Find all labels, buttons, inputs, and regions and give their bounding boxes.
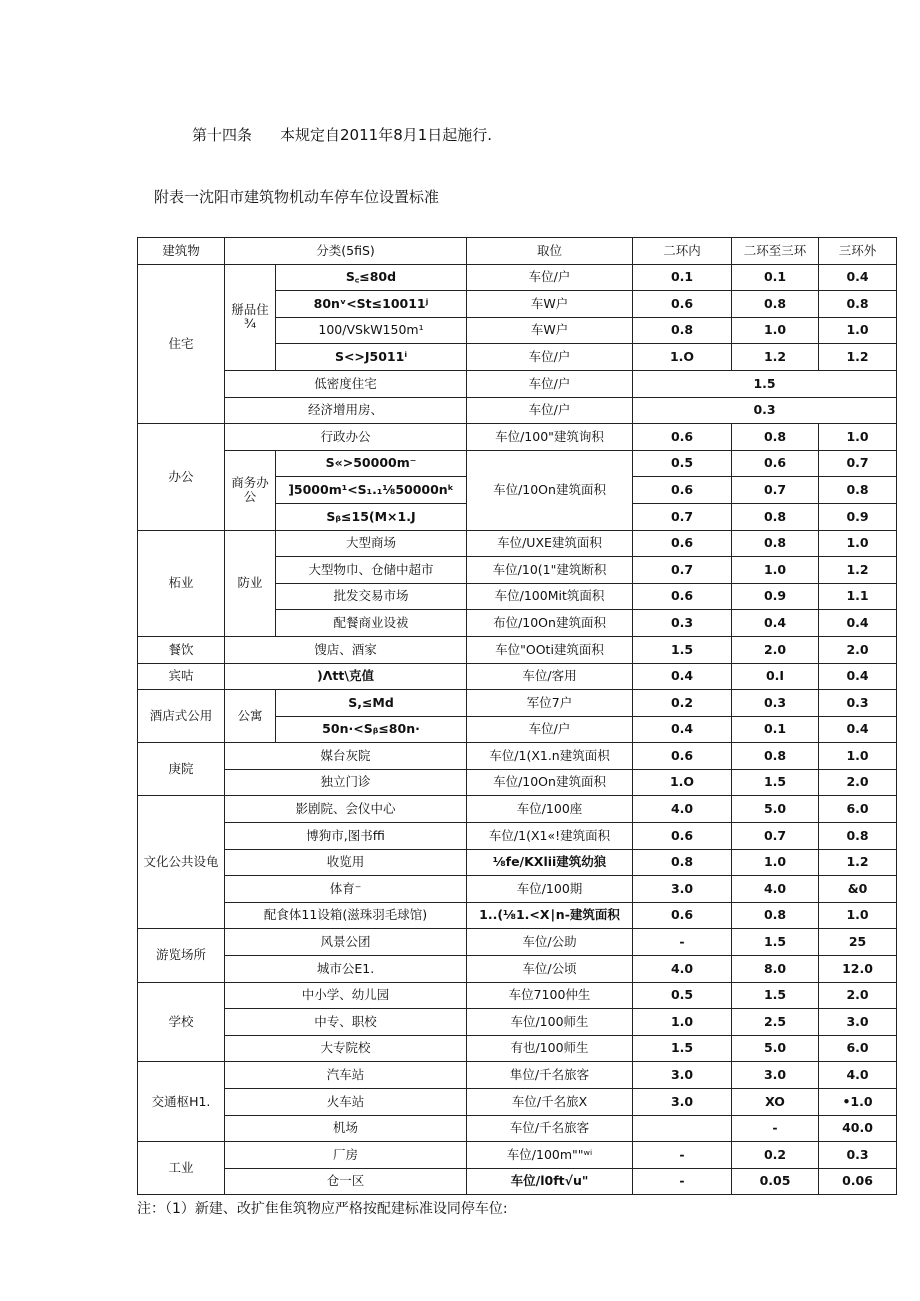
cell-z1: 0.6 — [633, 902, 732, 929]
cell-unit: 车位/户 — [467, 264, 633, 291]
cell-unit: 车位/100期 — [467, 876, 633, 903]
cell-z2: 2.5 — [732, 1009, 819, 1036]
header-zone1: 二环内 — [633, 238, 732, 265]
cell-z3: 6.0 — [819, 796, 897, 823]
cell-z3: 40.0 — [819, 1115, 897, 1142]
cell-z1: 1.O — [633, 344, 732, 371]
cell-z1: 0.6 — [633, 743, 732, 770]
cell-z3: 2.0 — [819, 636, 897, 663]
table-row — [138, 1009, 897, 1036]
cell-cat: 配餐商业设祓 — [276, 610, 467, 637]
cell-z2: 2.0 — [732, 636, 819, 663]
header-zone2: 二环至三环 — [732, 238, 819, 265]
cell-z1: 3.0 — [633, 876, 732, 903]
cell-cat: S,≤Md — [276, 690, 467, 717]
cell-z1: 4.0 — [633, 796, 732, 823]
cell-z3: 1.0 — [819, 317, 897, 344]
cell-cat: 城市公E1. — [225, 956, 467, 983]
cell-cat: 厂房 — [225, 1142, 467, 1169]
cell-cat: S«>50000m⁻ — [276, 450, 467, 477]
cell-unit: 车位/户 — [467, 344, 633, 371]
cell-z3: 12.0 — [819, 956, 897, 983]
cell-z3: 3.0 — [819, 1009, 897, 1036]
cell-z2: 0.05 — [732, 1168, 819, 1195]
cell-z3: 0.06 — [819, 1168, 897, 1195]
cell-unit: 车位/公助 — [467, 929, 633, 956]
cell-z2: 8.0 — [732, 956, 819, 983]
cell-cat: 80nᵛ<St≤10011ʲ — [276, 291, 467, 318]
cell-cat: 独立门诊 — [225, 769, 467, 796]
cell-z2: 0.8 — [732, 530, 819, 557]
cell-z3: 0.3 — [819, 1142, 897, 1169]
cell-z2: 1.2 — [732, 344, 819, 371]
cell-z1: 0.6 — [633, 424, 732, 451]
cell-cat: 大型商场 — [276, 530, 467, 557]
cell-z3: 0.7 — [819, 450, 897, 477]
cell-z1: 0.6 — [633, 583, 732, 610]
table-row — [138, 1062, 897, 1089]
group-residential: 住宅 — [138, 264, 225, 424]
table-row — [138, 370, 897, 397]
cell-z1: 1.O — [633, 769, 732, 796]
cell-unit: 隼位/千名旅客 — [467, 1062, 633, 1089]
group-culture: 文化公共设龟 — [138, 796, 225, 929]
cell-z3: 0.4 — [819, 610, 897, 637]
table-row — [138, 956, 897, 983]
cell-z2: 4.0 — [732, 876, 819, 903]
cell-z2: 0.2 — [732, 1142, 819, 1169]
cell-unit: 车位/户 — [467, 370, 633, 397]
cell-cat: 经济增用房、 — [225, 397, 467, 424]
cell-unit: 车位/千名旅客 — [467, 1115, 633, 1142]
group-school: 学校 — [138, 982, 225, 1062]
cell-unit: 车位7100仲生 — [467, 982, 633, 1009]
cell-z2: XO — [732, 1089, 819, 1116]
cell-cat: )Λtt\克值 — [225, 663, 467, 690]
cell-unit: 车位/客用 — [467, 663, 633, 690]
cell-unit: 车位/100座 — [467, 796, 633, 823]
cell-cat: 火车站 — [225, 1089, 467, 1116]
group-hotel: 宾咕 — [138, 663, 225, 690]
footnote: 注：（1）新建、改扩隹隹筑物应严格按配建标准设同停车位: — [137, 1201, 508, 1217]
cell-z3: 1.1 — [819, 583, 897, 610]
cell-unit: 车位"OOti建筑面积 — [467, 636, 633, 663]
cell-z1: 0.6 — [633, 530, 732, 557]
cell-z1: 0.4 — [633, 716, 732, 743]
cell-z1: 0.6 — [633, 823, 732, 850]
table-row — [138, 823, 897, 850]
table-row — [138, 424, 897, 451]
cell-cat: 机场 — [225, 1115, 467, 1142]
cell-unit: 车位/1(X1.n建筑面枳 — [467, 743, 633, 770]
cell-unit: 军位7户 — [467, 690, 633, 717]
table-row — [138, 982, 897, 1009]
cell-unit: 车位/UXE建筑面积 — [467, 530, 633, 557]
cell-unit: 有也/100师生 — [467, 1035, 633, 1062]
cell-z2: 0.3 — [732, 690, 819, 717]
group-office: 办公 — [138, 424, 225, 530]
cell-z2: 1.0 — [732, 557, 819, 584]
cell-z2: 5.0 — [732, 1035, 819, 1062]
cell-unit: 车位/10On建筑面积 — [467, 450, 633, 530]
cell-unit: 车位/10On建筑面积 — [467, 769, 633, 796]
table-row — [138, 902, 897, 929]
cell-z1: 0.6 — [633, 477, 732, 504]
cell-cat: 体育⁻ — [225, 876, 467, 903]
table-row — [138, 450, 897, 477]
cell-z3: 0.4 — [819, 264, 897, 291]
cell-cat: 博狗市,图书ffi — [225, 823, 467, 850]
table-title: 附表一沈阳市建筑物机动车停车位设置标准 — [154, 188, 440, 206]
cell-cat: 低密度住宅 — [225, 370, 467, 397]
subgroup-serviced: 公寓 — [225, 690, 276, 743]
group-serviced: 酒店式公用 — [138, 690, 225, 743]
cell-cat: 行政办公 — [225, 424, 467, 451]
cell-z1: 0.5 — [633, 450, 732, 477]
cell-cat: 影剧院、会仪中心 — [225, 796, 467, 823]
header-zone3: 三环外 — [819, 238, 897, 265]
cell-cat: S꜀≤80d — [276, 264, 467, 291]
group-industry: 工业 — [138, 1142, 225, 1195]
cell-z2: - — [732, 1115, 819, 1142]
cell-merged: 0.3 — [633, 397, 897, 424]
article-text: 本规定自2011年8月1日起施行. — [280, 126, 493, 144]
cell-unit: 布位/10On建筑面积 — [467, 610, 633, 637]
group-scenic: 游览场所 — [138, 929, 225, 982]
cell-z1: 0.1 — [633, 264, 732, 291]
cell-z1: 0.8 — [633, 317, 732, 344]
cell-unit: 车位/l0ft√u" — [467, 1168, 633, 1195]
cell-z3: 1.0 — [819, 530, 897, 557]
cell-unit: 1..(⅛1.<X∣n-建筑面积 — [467, 902, 633, 929]
cell-z3: 0.4 — [819, 716, 897, 743]
cell-z1: 0.3 — [633, 610, 732, 637]
cell-unit: 车位/100Mit筑面积 — [467, 583, 633, 610]
header-unit: 取位 — [467, 238, 633, 265]
table-row — [138, 1115, 897, 1142]
table-header-row — [138, 238, 897, 265]
subgroup-office: 商务办公 — [225, 450, 276, 530]
cell-z2: 1.0 — [732, 317, 819, 344]
cell-z3: 0.4 — [819, 663, 897, 690]
cell-z2: 0.8 — [732, 743, 819, 770]
cell-z2: 0.7 — [732, 823, 819, 850]
group-commerce: 柘业 — [138, 530, 225, 636]
cell-cat: ]5000m¹<S₁.₁⅛50000nᵏ — [276, 477, 467, 504]
cell-z2: 0.4 — [732, 610, 819, 637]
table-row — [138, 663, 897, 690]
subgroup-residential: 掰品住¾ — [225, 264, 276, 370]
cell-cat: S<>J5011ⁱ — [276, 344, 467, 371]
table-row — [138, 1035, 897, 1062]
table-row — [138, 1142, 897, 1169]
article-label: 第十四条 — [192, 126, 253, 144]
cell-z1: 0.6 — [633, 291, 732, 318]
table-row — [138, 796, 897, 823]
cell-z3: 1.2 — [819, 849, 897, 876]
table-row — [138, 743, 897, 770]
cell-z1: 0.2 — [633, 690, 732, 717]
cell-z3: 2.0 — [819, 769, 897, 796]
cell-z3: 2.0 — [819, 982, 897, 1009]
cell-z3: 6.0 — [819, 1035, 897, 1062]
cell-z2: 1.5 — [732, 982, 819, 1009]
cell-merged: 1.5 — [633, 370, 897, 397]
cell-z2: 1.0 — [732, 849, 819, 876]
cell-unit: 车位/100"建筑询积 — [467, 424, 633, 451]
cell-z1: 0.5 — [633, 982, 732, 1009]
cell-cat: 中小学、幼儿园 — [225, 982, 467, 1009]
cell-z3: 1.2 — [819, 557, 897, 584]
cell-z1: - — [633, 1168, 732, 1195]
cell-cat: 100/VSkW150m¹ — [276, 317, 467, 344]
group-dining: 餐饮 — [138, 636, 225, 663]
cell-unit: 车位/千名旅X — [467, 1089, 633, 1116]
table-row — [138, 1089, 897, 1116]
cell-z1: 0.4 — [633, 663, 732, 690]
cell-unit: 车位/户 — [467, 716, 633, 743]
subgroup-commerce: 防业 — [225, 530, 276, 636]
cell-z1: 0.7 — [633, 557, 732, 584]
cell-z1: 1.0 — [633, 1009, 732, 1036]
cell-unit: 车W户 — [467, 291, 633, 318]
cell-z3: 1.0 — [819, 902, 897, 929]
table-row — [138, 636, 897, 663]
table-row — [138, 1168, 897, 1195]
cell-z2: 0.8 — [732, 503, 819, 530]
parking-standard-table — [137, 237, 897, 1195]
cell-cat: 批发交易市场 — [276, 583, 467, 610]
cell-cat: 收览用 — [225, 849, 467, 876]
cell-unit: 车位/10(1"建筑断积 — [467, 557, 633, 584]
cell-z3: 25 — [819, 929, 897, 956]
article-14 — [192, 124, 492, 145]
cell-z1: 0.7 — [633, 503, 732, 530]
cell-unit: 车位/100师生 — [467, 1009, 633, 1036]
table-row — [138, 530, 897, 557]
cell-z1: 3.0 — [633, 1089, 732, 1116]
cell-z1: 1.5 — [633, 1035, 732, 1062]
cell-cat: 馊店、酒家 — [225, 636, 467, 663]
cell-cat: 风景公团 — [225, 929, 467, 956]
table-row — [138, 876, 897, 903]
header-category: 分类(5fiS) — [225, 238, 467, 265]
cell-z2: 0.7 — [732, 477, 819, 504]
table-row — [138, 769, 897, 796]
cell-cat: 大专院校 — [225, 1035, 467, 1062]
cell-z2: 0.6 — [732, 450, 819, 477]
cell-z2: 0.I — [732, 663, 819, 690]
cell-z2: 0.1 — [732, 716, 819, 743]
cell-unit: 车位/公顷 — [467, 956, 633, 983]
cell-z3: 0.8 — [819, 823, 897, 850]
cell-cat: 中专、职校 — [225, 1009, 467, 1036]
group-hospital: 庚院 — [138, 743, 225, 796]
cell-unit: ⅛fe/KXlii建筑幼狼 — [467, 849, 633, 876]
cell-z3: 4.0 — [819, 1062, 897, 1089]
cell-z2: 3.0 — [732, 1062, 819, 1089]
cell-cat: 配食体11设箱(滋珠羽毛球馆) — [225, 902, 467, 929]
cell-z3: &0 — [819, 876, 897, 903]
cell-z1: 1.5 — [633, 636, 732, 663]
cell-z1 — [633, 1115, 732, 1142]
cell-z2: 0.8 — [732, 291, 819, 318]
cell-cat: 仓一区 — [225, 1168, 467, 1195]
cell-z3: 0.3 — [819, 690, 897, 717]
cell-z1: 3.0 — [633, 1062, 732, 1089]
cell-z2: 5.0 — [732, 796, 819, 823]
cell-cat: 媒台灰院 — [225, 743, 467, 770]
header-building: 建筑物 — [138, 238, 225, 265]
cell-z3: 1.2 — [819, 344, 897, 371]
cell-cat: 50n·<Sᵦ≤80n· — [276, 716, 467, 743]
cell-cat: 大型物巾、仓储中超市 — [276, 557, 467, 584]
cell-z2: 0.8 — [732, 424, 819, 451]
cell-unit: 车位/1(X1«!建筑面积 — [467, 823, 633, 850]
cell-z1: 4.0 — [633, 956, 732, 983]
cell-z3: 1.0 — [819, 424, 897, 451]
cell-z2: 1.5 — [732, 929, 819, 956]
group-transport: 交通枢H1. — [138, 1062, 225, 1142]
table-row — [138, 397, 897, 424]
cell-z2: 1.5 — [732, 769, 819, 796]
table-row — [138, 929, 897, 956]
cell-z2: 0.8 — [732, 902, 819, 929]
cell-z1: 0.8 — [633, 849, 732, 876]
table-row — [138, 849, 897, 876]
table-row — [138, 264, 897, 291]
cell-cat: 汽车站 — [225, 1062, 467, 1089]
cell-z3: 1.0 — [819, 743, 897, 770]
cell-z1: - — [633, 1142, 732, 1169]
cell-cat: Sᵦ≤15(M×1.J — [276, 503, 467, 530]
cell-z3: 0.8 — [819, 291, 897, 318]
cell-unit: 车位/100m""ʷⁱ — [467, 1142, 633, 1169]
cell-unit: 车位/户 — [467, 397, 633, 424]
cell-z1: - — [633, 929, 732, 956]
cell-z2: 0.1 — [732, 264, 819, 291]
cell-z2: 0.9 — [732, 583, 819, 610]
cell-z3: 0.8 — [819, 477, 897, 504]
cell-z3: •1.0 — [819, 1089, 897, 1116]
cell-unit: 车W户 — [467, 317, 633, 344]
table-row — [138, 690, 897, 717]
cell-z3: 0.9 — [819, 503, 897, 530]
